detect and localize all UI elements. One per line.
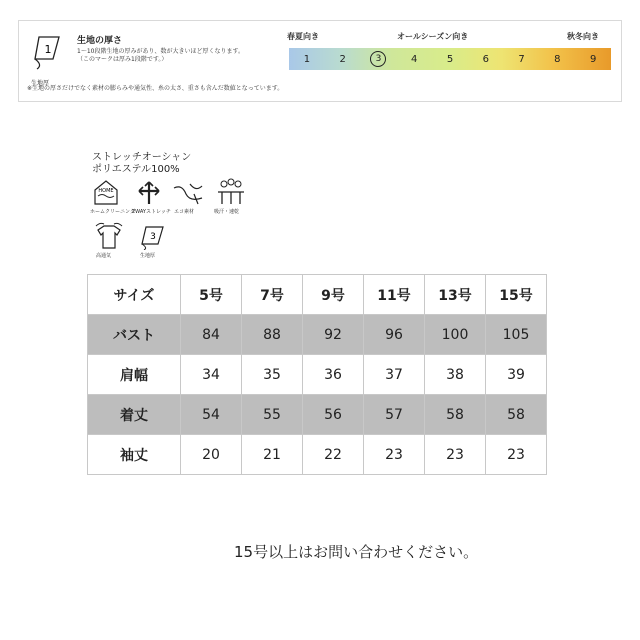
table-cell: 23 [486,435,547,475]
quick-dry-icon [214,178,248,206]
eco-material-icon [172,180,206,206]
table-cell: 57 [364,395,425,435]
fabric-thickness-panel [18,20,622,102]
table-row-sleeve [88,435,547,475]
header-size-13: 13号 [425,275,486,315]
scale-label-all-season: オールシーズン向き [397,32,469,41]
table-cell: 100 [425,315,486,355]
thickness-desc-line-2: （このマークは厚み1段階です。） [77,56,168,63]
fabric-thickness-icon [33,31,63,71]
table-row-length [88,395,547,435]
header-size-9: 9号 [303,275,364,315]
size-inquiry-note: 15号以上はお問い合わせください。 [234,543,479,561]
row-label-sleeve: 袖丈 [88,435,181,475]
scale-level-6: 6 [482,53,489,65]
header-size-7: 7号 [242,275,303,315]
table-row-shoulder [88,355,547,395]
home-washable-icon [92,178,120,206]
scale-label-spring-summer: 春夏向き [287,32,319,41]
thickness-description [77,48,244,64]
table-cell: 105 [486,315,547,355]
table-cell: 54 [181,395,242,435]
stretch-icon [136,180,162,206]
thickness-note: ※生地の厚さだけでなく素材の膨らみや通気性、糸の太さ、重さも含んだ数値となっています。 [27,85,284,92]
symbol-label-home-cleaning: ホームクリーニング [90,209,135,215]
header-size-15: 15号 [486,275,547,315]
thickness-icon-number: 1 [44,43,52,56]
thickness-icon-label: 生地厚 [31,80,50,87]
table-cell: 37 [364,355,425,395]
scale-level-8: 8 [554,53,561,65]
table-cell: 58 [425,395,486,435]
symbol-label-stretch: 2WAYストレッチ [132,209,171,215]
table-cell: 58 [486,395,547,435]
thickness-scale-bar [289,48,611,70]
table-cell: 23 [425,435,486,475]
header-size-11: 11号 [364,275,425,315]
scale-level-3: 3 [361,48,397,70]
header-size-5: 5号 [181,275,242,315]
table-cell: 55 [242,395,303,435]
table-header-row [88,275,547,315]
table-cell: 39 [486,355,547,395]
material-composition: ポリエステル100% [92,164,180,175]
table-cell: 21 [242,435,303,475]
thickness-title: 生地の厚さ [77,36,123,46]
scale-level-5: 5 [446,53,454,65]
material-name: ストレッチオーシャン [92,152,192,163]
fabric-thickness-number: 3 [150,232,156,242]
row-label-length: 着丈 [88,395,181,435]
table-cell: 38 [425,355,486,395]
scale-level-1: 1 [303,53,311,65]
table-cell: 56 [303,395,364,435]
table-cell: 34 [181,355,242,395]
row-label-shoulder: 肩幅 [88,355,181,395]
care-label [88,146,300,266]
table-cell: 23 [364,435,425,475]
symbol-label-breathable: 高通気 [96,253,112,259]
symbol-label-thickness: 生地厚 [140,253,156,259]
table-cell: 88 [242,315,303,355]
svg-text:HOME: HOME [98,188,114,194]
row-label-bust: バスト [88,315,181,355]
scale-label-autumn-winter: 秋冬向き [567,32,599,41]
scale-level-4: 4 [411,53,418,65]
table-row-bust [88,315,547,355]
table-cell: 96 [364,315,425,355]
breathable-icon [94,222,124,250]
symbol-label-quick-dry: 吸汗・速乾 [214,209,240,215]
scale-level-7: 7 [518,53,525,65]
scale-level-9: 9 [589,53,597,65]
fabric-thickness-icon [140,224,166,250]
table-cell: 92 [303,315,364,355]
table-cell: 84 [181,315,242,355]
table-cell: 35 [242,355,303,395]
table-cell: 20 [181,435,242,475]
symbol-label-eco: エコ素材 [174,209,195,215]
table-cell: 22 [303,435,364,475]
table-cell: 36 [303,355,364,395]
scale-level-2: 2 [339,53,346,65]
thickness-desc-line-1: 1～10段階生地の厚みがあり、数が大きいほど厚くなります。 [77,48,244,55]
size-chart-table [87,274,547,475]
header-size: サイズ [88,275,181,315]
